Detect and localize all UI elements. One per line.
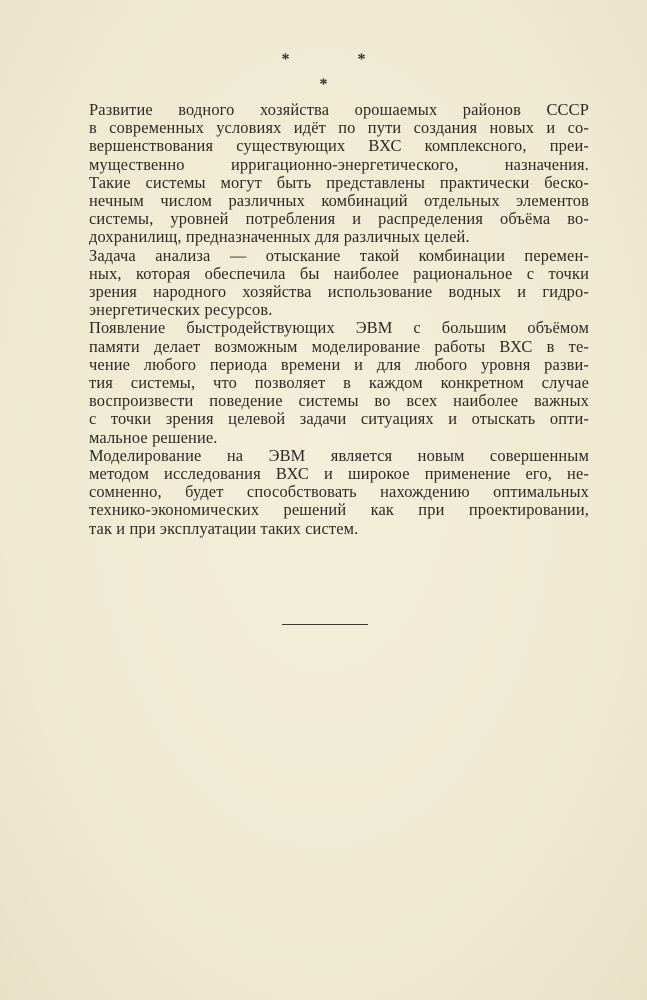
text-line: тия системы, что позволяет в каждом конкретном случае: [89, 373, 589, 393]
text-line: Появление быстродействующих ЭВМ с большим объёмом: [89, 318, 589, 338]
text-line: методом исследования ВХС и широкое применение его, не-: [89, 464, 589, 484]
text-line: системы, уровней потребления и распределения объёма во-: [89, 209, 589, 229]
text-line: зрения народного хозяйства использование водных и гидро-: [89, 282, 589, 302]
text-line: Такие системы могут быть представлены практически беско-: [89, 172, 589, 192]
paragraph-4: [89, 447, 589, 538]
text-line: чение любого периода времени и для любого уровня разви-: [89, 354, 589, 374]
text-line: дохранилищ, предназначенных для различных целей.: [89, 227, 470, 247]
text-line: мальное решение.: [89, 427, 218, 447]
paragraph-1: [89, 101, 589, 247]
asterism-top: * *: [281, 51, 398, 68]
text-line: энергетических ресурсов.: [89, 300, 273, 320]
text-line: мущественно ирригационно-энергетического, назначения.: [89, 154, 589, 174]
text-line: Развитие водного хозяйства орошаемых районов СССР: [89, 100, 589, 119]
text-line: ных, которая обеспечила бы наиболее рациональное с точки: [89, 263, 589, 283]
text-line: сомненно, будет способствовать нахождению оптимальных: [89, 482, 589, 502]
text-line: технико-экономических решений как при проектировании,: [89, 500, 589, 520]
text-line: с точки зрения целевой задачи ситуациях и отыскать опти-: [89, 409, 589, 429]
text-line: памяти делает возможным моделирование работы ВХС в те-: [89, 336, 589, 356]
text-line: вершенствования существующих ВХС комплексного, преи-: [89, 136, 589, 156]
text-line: так и при эксплуатации таких систем.: [89, 518, 359, 538]
text-line: Задача анализа — отыскание такой комбинации перемен-: [89, 245, 589, 265]
end-rule: [282, 624, 368, 625]
text-line: в современных условиях идёт по пути создания новых и со-: [89, 118, 589, 138]
text-line: Моделирование на ЭВМ является новым совершенным: [89, 445, 589, 465]
text-line: воспроизвести поведение системы во всех наиболее важных: [89, 391, 589, 411]
paragraph-2: [89, 247, 589, 320]
paragraph-3: [89, 319, 589, 446]
text-line: нечным числом различных комбинаций отдельных элементов: [89, 191, 589, 211]
body-text: [89, 101, 589, 538]
asterism-bottom: *: [319, 76, 328, 93]
